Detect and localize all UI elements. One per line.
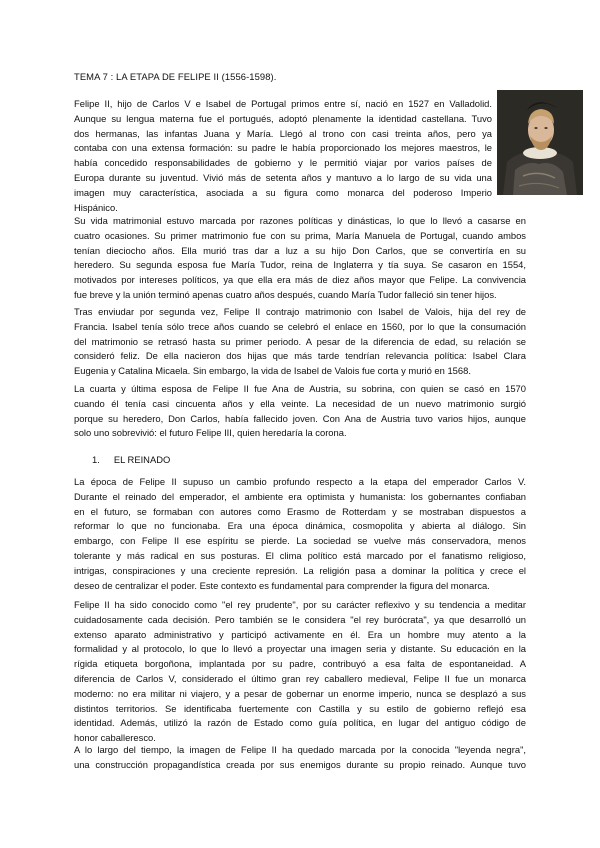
paragraph-epoca: La época de Felipe II supuso un cambio profundo respecto a la etapa del emperador Carlos V. Durante el reinado del emperador, el ambiente era optimista y humanista: los gobernantes confiaban en el futuro, se formaban con autores como Erasmo de Rotterdam y se mostraban dispuestos a reformar lo que no funcionaba. Era una época dinámica, cosmopolita y abierta al diálogo. Sin embargo, con Felipe II ese espíritu se pierde. La sociedad se vuelve más conservadora, menos tolerante y más radical en sus posturas. El clima político está marcado por el fanatismo religioso, intrigas, conspiraciones y una creciente represión. La religión pasa a dominar la política y crece el deseo de centralizar el poder. Este contexto es fundamental para comprender la figura del monarca. [74,476,526,591]
paragraph-matrimonios: Su vida matrimonial estuvo marcada por razones políticas y dinásticas, lo que lo llevó a casarse en cuatro ocasiones. Su primer matrimonio fue con su prima, María Manuela de Portugal, cuando ambos tenían dieciocho años. Ella murió tras dar a luz a su hijo Don Carlos, que se convertiría en su heredero. Su segunda esposa fue María Tudor, reina de Inglaterra y tía suya. Se casaron en 1554, motivados por intereses políticos, ya que ella era más de diez años mayor que Felipe. La convivencia fue breve y la unión terminó apenas cuatro años después, cuando María Tudor falleció sin tener hijos. [74,215,526,300]
paragraph-leyenda-negra: A lo largo del tiempo, la imagen de Felipe II ha quedado marcada por la conocida "leyenda negra", una construcción propagandística creada por sus enemigos durante su propio reinado. Aunque tuvo [74,744,526,770]
section-number: 1. [92,454,100,465]
page-title: TEMA 7 : LA ETAPA DE FELIPE II (1556-1598). [74,71,277,82]
section-label: EL REINADO [113,454,171,465]
paragraph-intro: Felipe II, hijo de Carlos V e Isabel de Portugal primos entre sí, nació en 1527 en Valladolid. Aunque su lengua materna fue el portugués, adoptó plenamente la identidad castellana. Tuvo dos hermanas, las infantas Juana y María. Llegó al trono con casi treinta años, pero ya contaba con una extensa formación: su padre le había proporcionado los mejores maestros, le había concedido responsabilidades de gobierno y le permitió viajar por varios países de Europa durante su juventud. Vivió más de setenta años y mantuvo a lo largo de su vida una imagen muy característica, asociada a su figura como monarca del poderoso Imperio Hispánico. [74,98,492,213]
section-heading [92,454,170,465]
portrait-image [497,90,583,195]
paragraph-ana-austria: La cuarta y última esposa de Felipe II fue Ana de Austria, su sobrina, con quien se casó en 1570 cuando él tenía casi cincuenta años y ella veinte. La necesidad de un nuevo matrimonio surgió porque su heredero, Don Carlos, había fallecido joven. Con Ana de Austria tuvo varios hijos, aunque solo uno sobrevivió: el futuro Felipe III, quien heredaría la corona. [74,383,526,439]
paragraph-rey-prudente: Felipe II ha sido conocido como "el rey prudente", por su carácter reflexivo y su tendencia a meditar cuidadosamente cada decisión. Pero también se le considera "el rey burócrata", ya que desarrolló un extenso aparato administrativo y participó activamente en él. Era un hombre muy atento a la formalidad y al protocolo, lo que lo llevó a proyectar una imagen seria y distante. Su educación en la rígida etiqueta borgoñona, implantada por su padre, contribuyó a esa falta de espontaneidad. A diferencia de Carlos V, considerado el último gran rey caballero medieval, Felipe II fue un monarca moderno: no era militar ni viajero, y a pesar de gobernar un enorme imperio, nunca se desplazó a sus distintos territorios. Se identificaba fuertemente con Castilla y su estilo de gobierno reflejó esa identidad. Además, utilizó la razón de Estado como guía política, en lugar del antiguo código de honor caballeresco. [74,599,526,744]
paragraph-valois: Tras enviudar por segunda vez, Felipe II contrajo matrimonio con Isabel de Valois, hija del rey de Francia. Isabel tenía sólo trece años cuando se celebró el enlace en 1560, por lo que la consumación del matrimonio se retrasó hasta su primer periodo. A pesar de la diferencia de edad, su relación se consideró feliz. De ella nacieron dos hijas que más tarde tendrían relevancia política: Isabel Clara Eugenia y Catalina Micaela. Sin embargo, la vida de Isabel de Valois fue corta y murió en 1568. [74,306,526,377]
